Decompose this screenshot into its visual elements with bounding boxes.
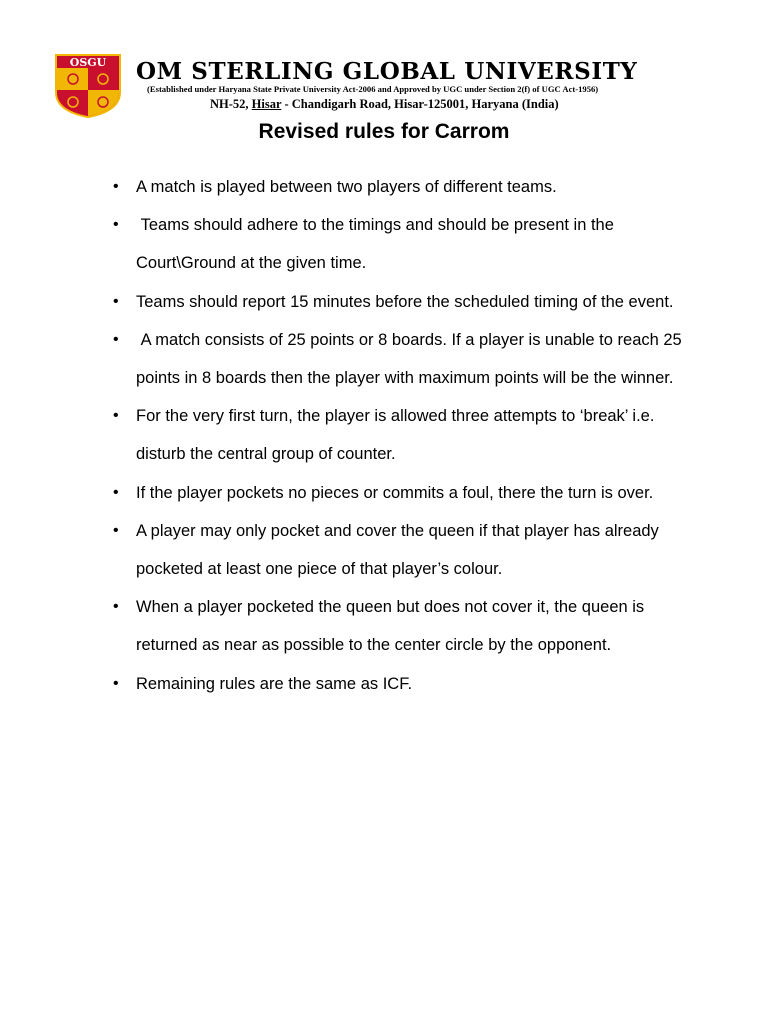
shield-quadrant bbox=[57, 68, 88, 90]
bullet-icon: • bbox=[113, 292, 119, 310]
rule-text: A match consists of 25 points or 8 boards. If a player is unable to reach 25 points in 8 boards then the player with maximum points will be the winner. bbox=[136, 330, 687, 388]
university-logo bbox=[53, 52, 123, 118]
shield-quadrant bbox=[88, 68, 119, 90]
rule-text: Teams should adhere to the timings and should be present in the Court\Ground at the given time. bbox=[136, 216, 619, 273]
list-item bbox=[0, 321, 768, 397]
bullet-icon: • bbox=[113, 598, 119, 616]
rule-text: A match is played between two players of different teams. bbox=[136, 178, 557, 196]
bullet-icon: • bbox=[113, 407, 119, 425]
bullet-icon: • bbox=[113, 521, 119, 539]
bullet-icon: • bbox=[113, 330, 119, 348]
rule-text: A player may only pocket and cover the queen if that player has already pocketed at least one piece of that player’s colour. bbox=[136, 521, 664, 579]
list-item bbox=[0, 474, 768, 512]
document-title: Revised rules for Carrom bbox=[258, 120, 510, 143]
rule-text: When a player pocketed the queen but does not cover it, the queen is returned as near as possible to the center circle by the opponent. bbox=[136, 598, 649, 655]
list-item bbox=[0, 283, 768, 321]
list-item bbox=[0, 397, 768, 473]
rule-text: For the very first turn, the player is allowed three attempts to ‘break’ i.e. disturb the central group of counter. bbox=[136, 407, 660, 464]
rules-list bbox=[0, 168, 768, 703]
establishment-note: (Established under Haryana State Private University Act-2006 and Approved by UGC under Section 2(f) of UGC Act-1956) bbox=[147, 84, 599, 94]
address-city: Hisar bbox=[251, 97, 282, 111]
rule-text: Teams should report 15 minutes before the scheduled timing of the event. bbox=[136, 292, 674, 311]
bullet-icon: • bbox=[113, 483, 119, 501]
rule-text: If the player pockets no pieces or commits a foul, there the turn is over. bbox=[136, 483, 654, 502]
list-item bbox=[0, 588, 768, 664]
logo-text: OSGU bbox=[69, 56, 107, 69]
list-item bbox=[0, 206, 768, 282]
list-item bbox=[0, 665, 768, 703]
bullet-icon: • bbox=[113, 674, 119, 692]
university-name: OM STERLING GLOBAL UNIVERSITY bbox=[136, 58, 638, 85]
university-address bbox=[210, 97, 559, 112]
bullet-icon: • bbox=[113, 178, 119, 195]
address-rest: - Chandigarh Road, Hisar-125001, Haryana (India) bbox=[281, 97, 559, 111]
rule-text: Remaining rules are the same as ICF. bbox=[136, 674, 413, 693]
bullet-icon: • bbox=[113, 216, 119, 234]
address-prefix: NH-52, bbox=[210, 97, 252, 111]
list-item bbox=[0, 512, 768, 588]
list-item bbox=[0, 168, 768, 206]
